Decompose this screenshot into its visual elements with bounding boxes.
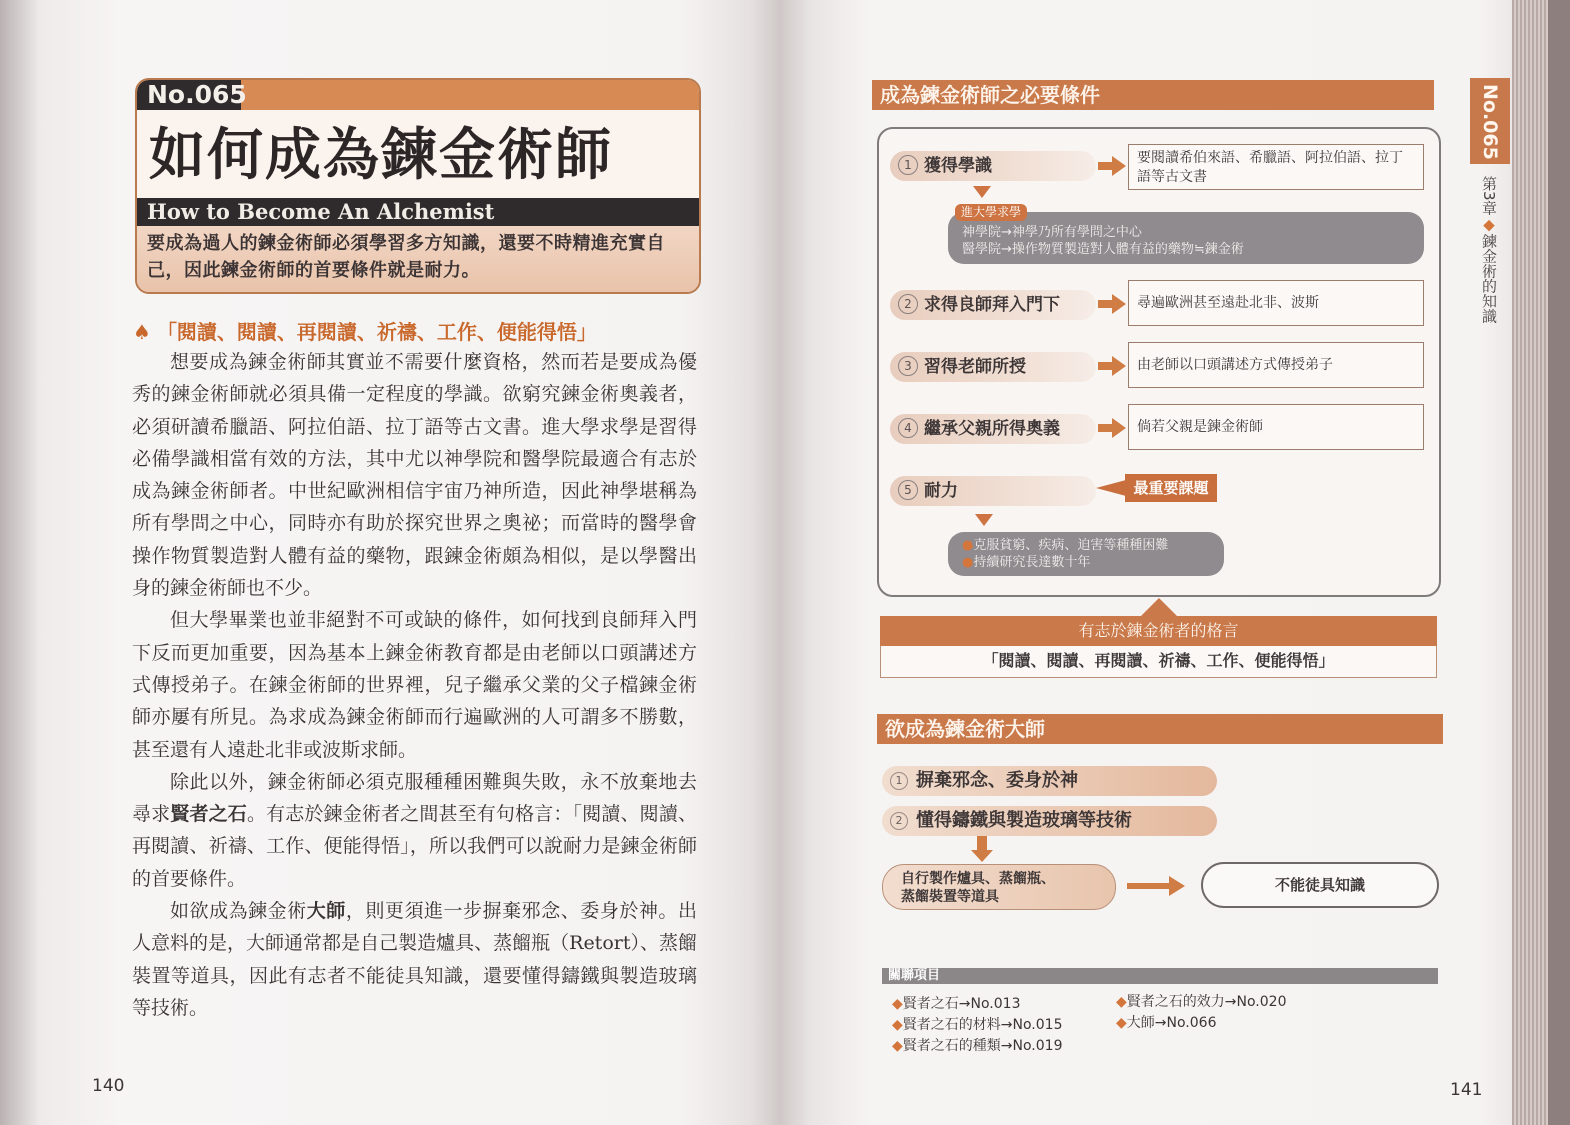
endurance-text: 持續研究長達數十年 [973, 555, 1091, 570]
body-text [132, 346, 697, 1024]
tools-line-1: 自行製作爐具、蒸餾瓶、 [901, 871, 1055, 887]
chapter-title: 鍊金術的知識 [1480, 233, 1498, 324]
arrow-right-icon [1098, 418, 1128, 438]
page-title: 如何成為鍊金術師 [149, 123, 613, 188]
paragraph-text: ，則更須進一步摒棄邪念、委身於神。出人意料的是，大師通常都是自己製造爐具、蒸餾瓶（Retort）、蒸餾裝置等道具，因此有志者不能徒具知識，還要懂得鑄鐵與製造玻璃等技術。 [132, 900, 697, 1019]
step-label: 繼承父親所得奧義 [924, 419, 1060, 439]
step-3 [890, 352, 1096, 382]
step-2-note: 尋遍歐洲甚至遠赴北非、波斯 [1128, 280, 1424, 326]
endurance-line-2 [962, 554, 1090, 572]
right-page [780, 0, 1570, 1125]
related-heading: 關聯項目 [882, 968, 1438, 984]
diamond-icon: ◆ [1116, 1015, 1127, 1031]
key-issue-label: 最重要課題 [1125, 474, 1217, 502]
arrow-right-icon [1098, 294, 1128, 314]
arrow-down-icon [973, 186, 991, 198]
paragraph-text: 。有志於鍊金術者之間甚至有句格言：「閱讀、閱讀、再閱讀、祈禱、工作、便能得悟」，所以我們可以說耐力是鍊金術師的首要條件。 [132, 803, 697, 890]
diamond-icon: ◆ [892, 996, 903, 1012]
paragraph-1 [132, 346, 697, 604]
endurance-text: 克服貧窮、疾病、迫害等種種困難 [973, 538, 1169, 553]
chapter-number: 第3章 [1480, 176, 1498, 216]
step-label: 耐力 [924, 481, 958, 501]
section-heading-text: 「閱讀、閱讀、再閱讀、祈禱、工作、便能得悟」 [156, 320, 597, 344]
step-number: 3 [898, 356, 918, 376]
item-number: 1 [890, 772, 908, 790]
step-4-note: 倘若父親是鍊金術師 [1128, 404, 1424, 450]
related-link-text: 賢者之石→No.013 [902, 996, 1021, 1012]
motto-heading: 有志於鍊金術者的格言 [880, 616, 1437, 646]
motto-text: 「閱讀、閱讀、再閱讀、祈禱、工作、便能得悟」 [880, 646, 1437, 678]
step-label: 習得老師所授 [924, 357, 1026, 377]
step-label: 獲得學識 [924, 156, 992, 176]
endurance-box [948, 532, 1224, 576]
step-2 [890, 290, 1096, 320]
paragraph-3 [132, 766, 697, 895]
university-tag: 進大學求學 [955, 204, 1027, 221]
related-link-text: 賢者之石的材料→No.015 [902, 1017, 1063, 1033]
result-box: 不能徒具知識 [1201, 862, 1439, 908]
entry-number: No.065 [137, 80, 241, 110]
paragraph-text: 但大學畢業也並非絕對不可或缺的條件，如何找到良師拜入門下反而更加重要，因為基本上鍊金術教育都是由老師以口頭講述方式傳授弟子。在鍊金術師的世界裡，兒子繼承父業的父子檔鍊金術師亦屢有所見。為求成為鍊金術師而行遍歐洲的人可謂多不勝數，甚至還有人遠赴北非或波斯求師。 [132, 609, 697, 761]
item-label: 摒棄邪念、委身於神 [916, 770, 1078, 791]
related-item [892, 1015, 1062, 1036]
master-item-2 [882, 806, 1217, 836]
paragraph-text: 除此以外，鍊金術師必須克服種種困難與失敗，永不放棄地去尋求 [132, 770, 697, 826]
section-title-requirements: 成為鍊金術師之必要條件 [872, 80, 1434, 110]
related-item [892, 994, 1062, 1015]
arrow-right-icon [1098, 356, 1128, 376]
cover-edge [1548, 0, 1570, 1125]
step-label: 求得良師拜入門下 [924, 295, 1060, 315]
master-item-1 [882, 766, 1217, 796]
paragraph-2 [132, 604, 697, 765]
page-number-left: 140 [92, 1076, 125, 1096]
paragraph-4 [132, 895, 697, 1024]
arrow-right-icon [1127, 876, 1185, 896]
summary-area [137, 226, 699, 292]
university-line-2: 醫學院→操作物質製造對人體有益的藥物≒鍊金術 [962, 242, 1244, 257]
left-page [0, 0, 780, 1125]
diamond-icon: ◆ [892, 1038, 903, 1054]
paragraph-text: 想要成為鍊金術師其實並不需要什麼資格，然而若是要成為優秀的鍊金術師就必須具備一定程度的學識。欲窮究鍊金術奧義者，必須研讀希臘語、阿拉伯語、拉丁語等古文書。進大學求學是習得必備學識相當有效的方法，其中尤以神學院和醫學院最適合有志於成為鍊金術師者。中世紀歐洲相信宇宙乃神所造，因此神學堪稱為所有學問之中心，同時亦有助於探究世界之奧祕；而當時的醫學會操作物質製造對人體有益的藥物，跟鍊金術頗為相似，是以學醫出身的鍊金術師也不少。 [132, 351, 697, 600]
side-tab-number: No.065 [1479, 84, 1501, 160]
diamond-icon: ◆ [1116, 994, 1127, 1010]
related-item [892, 1036, 1062, 1057]
page-number-right: 141 [1450, 1080, 1483, 1100]
tools-line-2: 蒸餾裝置等道具 [901, 889, 999, 905]
university-line-1: 神學院→神學乃所有學問之中心 [962, 225, 1142, 240]
arrow-down-icon [977, 836, 987, 852]
endurance-line-1 [962, 537, 1168, 555]
arrow-left-icon [1096, 480, 1126, 496]
related-link-text: 賢者之石的種類→No.019 [902, 1038, 1063, 1054]
step-number: 4 [898, 418, 918, 438]
item-number: 2 [890, 812, 908, 830]
step-number: 1 [898, 155, 918, 175]
step-number: 5 [898, 480, 918, 500]
related-list-right [1116, 992, 1286, 1034]
item-label: 懂得鑄鐵與製造玻璃等技術 [916, 810, 1132, 831]
section-heading [133, 318, 597, 346]
arrow-up-icon [1141, 598, 1177, 616]
arrow-down-icon [975, 514, 993, 526]
related-item [1116, 992, 1286, 1013]
step-3-note: 由老師以口頭講述方式傳授弟子 [1128, 342, 1424, 388]
step-1 [890, 151, 1096, 181]
step-4 [890, 414, 1096, 444]
diamond-icon: ◆ [1480, 215, 1498, 234]
bullet-icon: ● [962, 555, 974, 570]
english-subtitle: How to Become An Alchemist [147, 199, 495, 224]
related-link-text: 賢者之石的效力→No.020 [1126, 994, 1287, 1010]
spade-icon: ♠ [133, 320, 151, 344]
section-title-master: 欲成為鍊金術大師 [877, 714, 1443, 744]
arrow-right-icon [1098, 156, 1128, 176]
step-number: 2 [898, 294, 918, 314]
bold-term: 賢者之石 [170, 803, 247, 826]
summary-text: 要成為過人的鍊金術師必須學習多方知識，還要不時精進充實自己，因此鍊金術師的首要條件就是耐力。 [147, 233, 665, 281]
related-item [1116, 1013, 1286, 1034]
subtitle-bar [137, 198, 699, 226]
related-link-text: 大師→No.066 [1126, 1015, 1217, 1031]
tools-box [882, 864, 1116, 910]
side-tab [1470, 78, 1510, 164]
step-5 [890, 476, 1096, 506]
related-list-left [892, 994, 1062, 1057]
chapter-label [1477, 176, 1501, 324]
title-block [135, 78, 701, 294]
step-1-note: 要閱讀希伯來語、希臘語、阿拉伯語、拉丁語等古文書 [1128, 144, 1424, 190]
paragraph-text: 如欲成為鍊金術 [170, 900, 307, 923]
bullet-icon: ● [962, 538, 974, 553]
diamond-icon: ◆ [892, 1017, 903, 1033]
bold-term: 大師 [306, 900, 346, 923]
